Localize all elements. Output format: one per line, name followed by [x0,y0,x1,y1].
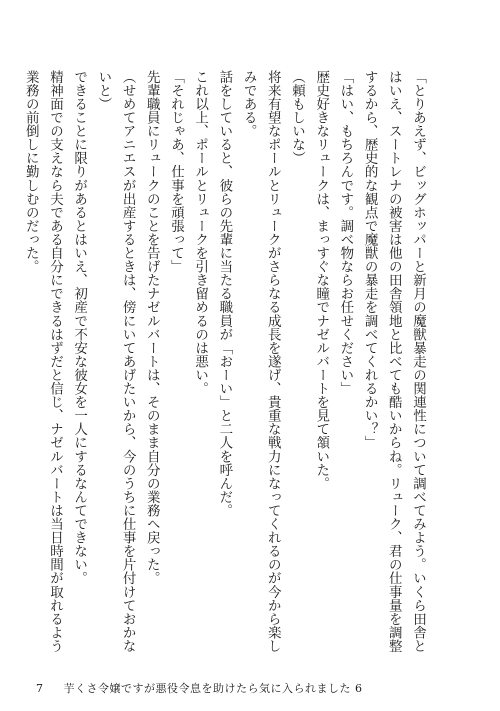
paragraph: （せめてアニエスが出産するときは、傍にいてあげたいから、今のうちに仕事を片付けておかないと） [95,70,136,653]
paragraph: 歴史好きなリュークは、まっすぐな瞳でナゼルバートを見て頷いた。 [313,70,330,491]
paragraph: 将来有望なポールとリュークがさらなる成長を遂げ、貴重な戦力になってくれるのが今から楽しみである。 [240,70,281,653]
vertical-text-body [22,70,430,658]
page-footer [36,682,363,696]
paragraph: 話をしていると、彼らの先輩に当たる職員が「おーい」と二人を呼んだ。 [216,70,233,518]
paragraph: これ以上、ポールとリュークを引き留めるのは悪い。 [192,70,209,396]
paragraph: 精神面での支えなら夫である自分にできるはずだと信じ、ナゼルバートは当日時間が取れるよう業務の前倒しに勤しむのだった。 [22,70,63,653]
paragraph: できることに限りがあるとはいえ、初産で不安な彼女を一人にするなんてできない。 [71,70,88,585]
paragraph: 「はい、もちろんです。調べ物ならお任せください」 [337,70,354,396]
paragraph: 先輩職員にリュークのことを告げたナゼルバートは、そのまま自分の業務へ戻った。 [143,70,160,585]
book-title: 芋くさ令嬢ですが悪役令息を助けたら気に入られました 6 [63,682,363,695]
page-number: 7 [36,682,43,695]
paragraph: （頼もしいな） [288,70,305,165]
paragraph: 「とりあえず、ビッグホッパーと新月の魔獣暴走の関連性について調べてみよう。いくら田舎とはいえ、スートレナの被害は他の田舎領地と比べても酷いからね。リューク、君の仕事量を調整するから、歴史的な観点で魔獣の暴走を調べてくれるかい？」 [361,70,426,653]
paragraph: 「それじゃあ、仕事を頑張って」 [167,70,184,274]
